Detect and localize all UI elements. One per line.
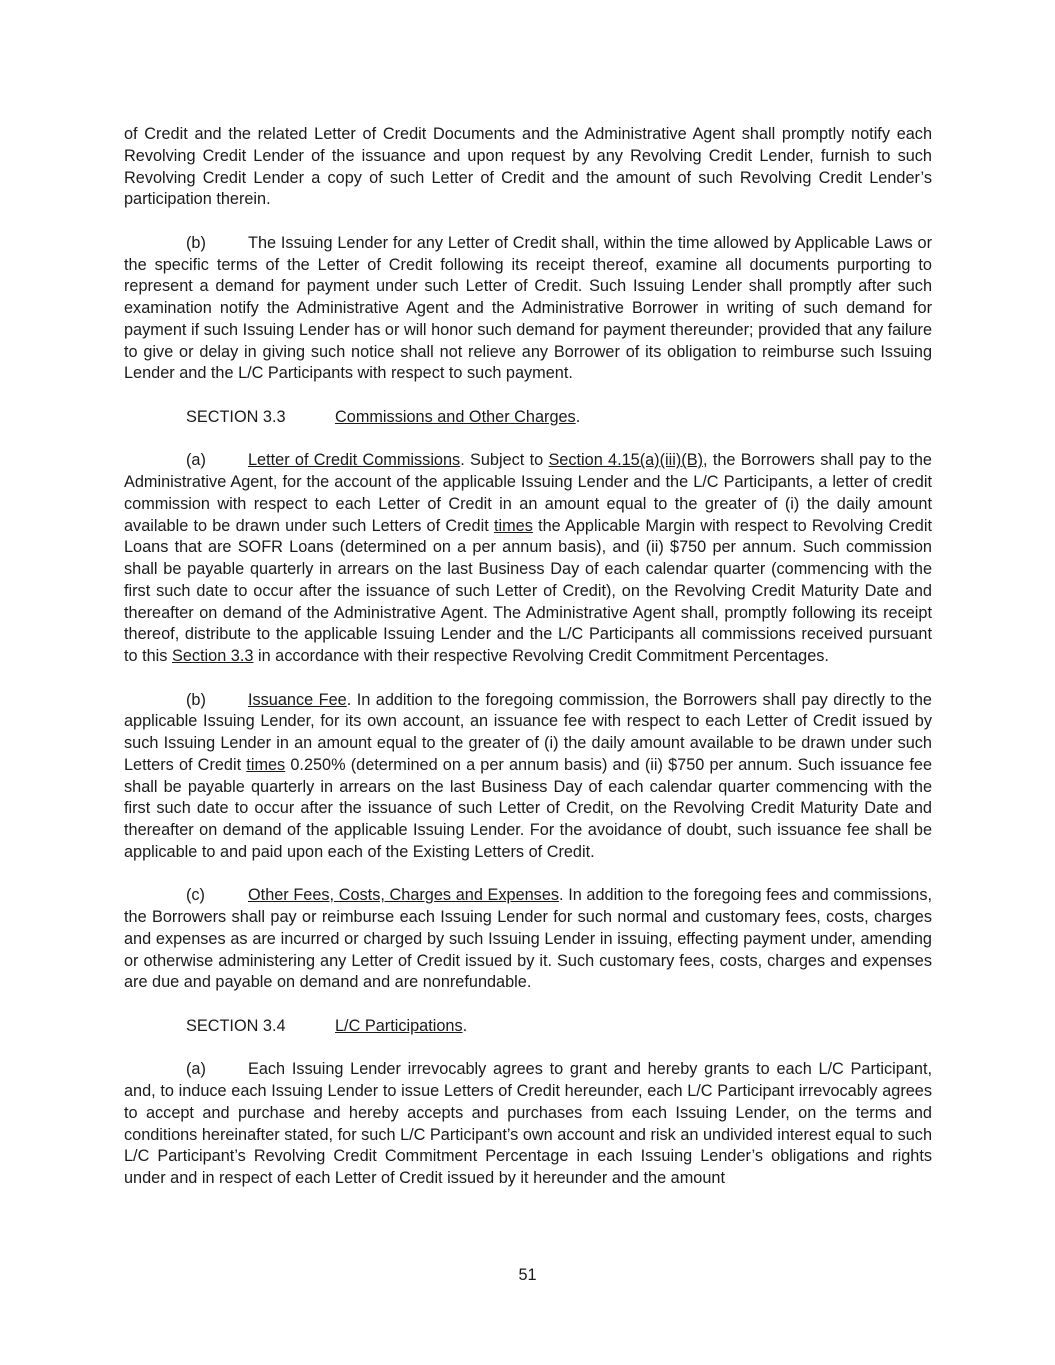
clause-heading: Issuance Fee [248, 690, 347, 709]
section-number: SECTION 3.4 [186, 1016, 286, 1035]
paragraph-3-4-a [124, 1059, 932, 1190]
cross-reference: Section 3.3 [171, 647, 254, 665]
paragraph-text: in accordance with their respective Revolving Credit Commitment Percentages. [253, 647, 829, 665]
clause-label: (b) [186, 690, 206, 709]
section-3-3-heading [124, 407, 932, 429]
paragraph-3-3-a [124, 450, 932, 668]
times-term: times [493, 516, 533, 535]
document-page [124, 124, 932, 1212]
section-title: L/C Participations [335, 1016, 463, 1035]
paragraph-text: . In addition to the foregoing fees and commissions, the Borrowers shall pay or reimburse each Issuing Lender for such normal and customary fees, costs, charges and expenses as are incurred or charged by such Issuing Lender in issuing, effecting payment under, amending or otherwise administering any Letter of Credit issued by it. Such customary fees, costs, charges and expenses are due and payable on demand and are nonrefundable. [124, 886, 932, 992]
cross-reference: Section 4.15(a)(iii)(B) [548, 451, 704, 470]
section-3-4-heading [124, 1016, 932, 1038]
section-title: Commissions and Other Charges [335, 407, 576, 426]
clause-label: (a) [186, 451, 206, 470]
paragraph-text: Each Issuing Lender irrevocably agrees to grant and hereby grants to each L/C Participant, and, to induce each Issuing Lender to issue Letters of Credit hereunder, each L/C Participant irrevocably agrees to accept and purchase and hereby accepts and purchases from each Issuing Lender, on the terms and conditions hereinafter stated, for such L/C Participant’s own account and risk an undivided interest equal to such L/C Participant’s Revolving Credit Commitment Percentage in each Issuing Lender’s obligations and rights under and in respect of each Letter of Credit issued by it hereunder and the amount [124, 1060, 932, 1187]
paragraph-text: the Applicable Margin with respect to Revolving Credit Loans that are SOFR Loans (determined on a per annum basis), and (ii) $750 per annum. Such commission shall be payable quarterly in arrears on the last Business Day of each calendar quarter (commencing with the first such date to occur after the issuance of such Letter of Credit), on the Revolving Credit Maturity Date and thereafter on demand of the Administrative Agent. The Administrative Agent shall, promptly following its receipt thereof, distribute to the applicable Issuing Lender and the L/C Participants all commissions received pursuant to this [124, 516, 932, 665]
clause-label: (b) [186, 233, 206, 252]
clause-label: (a) [186, 1060, 206, 1079]
clause-heading: Letter of Credit Commissions [248, 451, 461, 470]
times-term: times [246, 755, 286, 774]
clause-heading: Other Fees, Costs, Charges and Expenses [248, 886, 560, 905]
paragraph-text: . Subject to [460, 451, 549, 470]
page-number: 51 [518, 1266, 537, 1284]
paragraph-3-2-b [124, 233, 932, 385]
paragraph-text: of Credit and the related Letter of Credit Documents and the Administrative Agent shall promptly notify each Revolving Credit Lender of the issuance and upon request by any Revolving Credit Lender, furnish to such Revolving Credit Lender a copy of such Letter of Credit and the amount of such Revolving Credit Lender’s participation therein. [124, 125, 932, 209]
paragraph-text: 0.250% (determined on a per annum basis) and (ii) $750 per annum. Such issuance fee shall be payable quarterly in arrears on the last Business Day of each calendar quarter commencing with the first such date to occur after the issuance of such Letter of Credit, on the Revolving Credit Maturity Date and thereafter on demand of the applicable Issuing Lender. For the avoidance of doubt, such issuance fee shall be applicable to and paid upon each of the Existing Letters of Credit. [124, 755, 933, 861]
section-number: SECTION 3.3 [186, 407, 286, 426]
paragraph-text: . In addition to the foregoing commission, the Borrowers shall pay directly to the applicable Issuing Lender, for its own account, an issuance fee with respect to each Letter of Credit issued by such Issuing Lender in an amount equal to the greater of (i) the daily amount available to be drawn under such Letters of Credit [124, 690, 932, 774]
section-title-period: . [575, 407, 581, 426]
section-title-period: . [462, 1016, 468, 1035]
paragraph-3-3-b [124, 690, 932, 864]
paragraph-3-3-c [124, 885, 932, 994]
paragraph-text: , the Borrowers shall pay to the Administrative Agent, for the account of the applicable Issuing Lender and the L/C Participants, a letter of credit commission with respect to each Letter of Credit in an amount equal to the greater of (i) the daily amount available to be drawn under such Letters of Credit [124, 451, 932, 535]
paragraph-text: The Issuing Lender for any Letter of Credit shall, within the time allowed by Applicable Laws or the specific terms of the Letter of Credit following its receipt thereof, examine all documents purporting to represent a demand for payment under such Letter of Credit. Such Issuing Lender shall promptly after such examination notify the Administrative Agent and the Administrative Borrower in writing of such demand for payment if such Issuing Lender has or will honor such demand for payment thereunder; provided that any failure to give or delay in giving such notice shall not relieve any Borrower of its obligation to reimburse such Issuing Lender and the L/C Participants with respect to such payment. [124, 233, 932, 383]
clause-label: (c) [186, 886, 205, 905]
paragraph-continuation [124, 124, 932, 211]
